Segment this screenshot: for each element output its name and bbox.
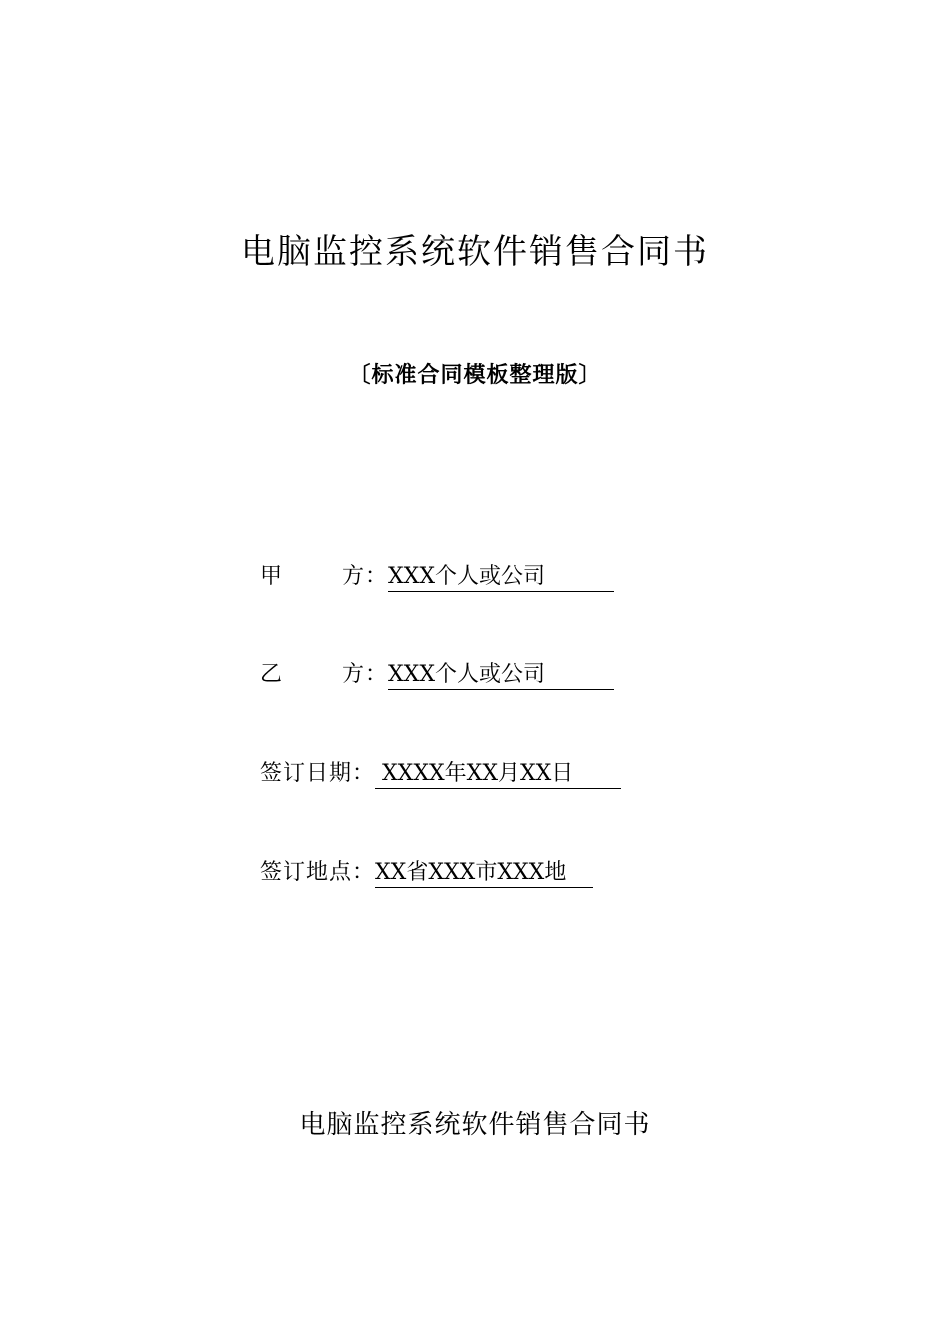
party-b-label-suffix: 方： — [341, 662, 388, 687]
sign-place-value: XX省XXX市XXX地 — [375, 859, 593, 888]
party-b-field — [260, 658, 614, 692]
party-a-field — [260, 560, 614, 594]
document-subtitle: 〔标准合同模板整理版〕 — [348, 362, 602, 388]
party-a-label-suffix: 方： — [341, 564, 388, 589]
sign-place-field — [260, 856, 593, 890]
sign-date-label: 签订日期： — [260, 761, 376, 786]
party-b-label — [260, 658, 388, 692]
document-title: 电脑监控系统软件销售合同书 — [241, 232, 709, 272]
sign-date-value: XXXX年XX月XX日 — [375, 760, 621, 789]
body-heading: 电脑监控系统软件销售合同书 — [299, 1110, 651, 1140]
sign-place-label: 签订地点： — [260, 860, 376, 885]
party-b-value: XXX个人或公司 — [388, 661, 614, 690]
sign-date-field — [260, 757, 621, 791]
party-a-label — [260, 560, 388, 594]
party-a-label-char: 甲 — [260, 564, 284, 589]
party-a-value: XXX个人或公司 — [388, 563, 614, 592]
party-b-label-char: 乙 — [260, 662, 284, 687]
